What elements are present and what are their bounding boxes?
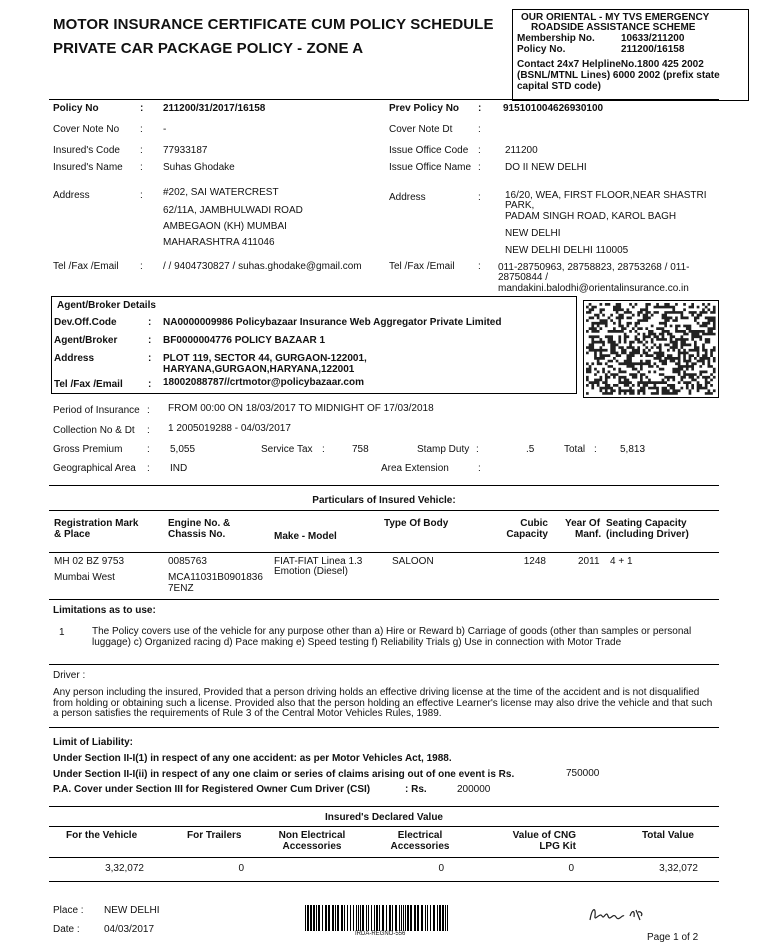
engine-no-value: 0085763	[168, 556, 207, 567]
col-engine-header-2: Chassis No.	[168, 529, 226, 540]
col-year-header-1: Year Of	[565, 518, 601, 529]
authorized-signature	[586, 902, 656, 929]
assistance-title-1: OUR ORIENTAL - MY TVS EMERGENCY	[521, 12, 710, 23]
insured-name-value: Suhas Ghodake	[163, 162, 235, 173]
qr-code	[583, 300, 719, 398]
insured-tel-label: Tel /Fax /Email	[53, 261, 119, 272]
idv-cng-value: 0	[568, 863, 574, 874]
col-body-header: Type Of Body	[384, 518, 449, 529]
make-model-line-2: Emotion (Diesel)	[274, 566, 348, 577]
prev-policy-label: Prev Policy No	[389, 103, 460, 114]
document-title: MOTOR INSURANCE CERTIFICATE CUM POLICY SCHEDULE	[53, 16, 494, 33]
col-cc-header-1: Cubic	[520, 518, 548, 529]
driver-divider	[49, 727, 719, 728]
make-model-line-1: FIAT-FIAT Linea 1.3	[274, 556, 363, 567]
idv-bottom-rule	[49, 881, 719, 882]
issue-office-name-label: Issue Office Name	[389, 162, 472, 173]
idv-col-elec-2: Accessories	[390, 841, 450, 852]
col-make-header: Make - Model	[274, 531, 337, 542]
issue-office-name-value: DO II NEW DELHI	[505, 162, 587, 173]
insured-address-line-2: 62/11A, JAMBHULWADI ROAD	[163, 205, 303, 216]
header-divider	[49, 99, 719, 100]
total-value: 5,813	[620, 444, 646, 455]
idv-vehicle-value: 3,32,072	[105, 863, 144, 874]
page-number: Page 1 of 2	[647, 932, 699, 943]
liability-divider	[49, 806, 719, 807]
collection-value: 1 2005019288 - 04/03/2017	[168, 423, 291, 434]
gross-premium-label: Gross Premium	[53, 444, 123, 455]
idv-elec-value: 0	[438, 863, 444, 874]
office-contact-line-2: 28750844 /	[498, 272, 549, 283]
insured-address-line-3: AMBEGAON (KH) MUMBAI	[163, 221, 287, 232]
liability-line-3-value: 200000	[457, 784, 491, 795]
limitation-text: The Policy covers use of the vehicle for any purpose other than a) Hire or Reward b) Carriage of goods (other than samples or personal luggage) c) Organized racing d) Pace making e) Speed testing f) Reliability Trials g) Use in connection with Motor Trade	[92, 626, 692, 648]
office-address-line-1: 16/20, WEA, FIRST FLOOR,NEAR SHASTRI	[505, 190, 707, 201]
idv-col-cng-1: Value of CNG	[512, 830, 576, 841]
agent-tel-label: Tel /Fax /Email	[54, 379, 123, 390]
service-tax-value: 758	[352, 444, 369, 455]
document-subtitle: PRIVATE CAR PACKAGE POLICY - ZONE A	[53, 40, 364, 57]
limitations-divider	[49, 664, 719, 665]
vehicle-section-title: Particulars of Insured Vehicle:	[312, 495, 456, 506]
idv-col-cng-2: LPG Kit	[539, 841, 576, 852]
agent-section-label: Agent/Broker Details	[57, 300, 156, 311]
agent-broker-box: Agent/Broker Details Dev.Off.Code : NA0000009986 Policybazaar Insurance Web Aggregator Private Limited Agent/Broker : BF0000004776 POLICY BAZAAR 1 Address : PLOT 119, SECTOR 44, GURGAON-122001, HARYANA,GURGAON,HARYANA,122001 Tel /Fax /Email : 18002088787//crtmotor@policybazaar.com	[51, 296, 577, 394]
stamp-duty-label: Stamp Duty	[417, 444, 470, 455]
idv-header-rule	[49, 857, 719, 858]
liability-line-2-value: 750000	[566, 768, 600, 779]
col-cc-header-2: Capacity	[506, 529, 548, 540]
liability-line-3: P.A. Cover under Section III for Registered Owner Cum Driver (CSI)	[53, 784, 371, 795]
office-address-label: Address	[389, 192, 426, 203]
idv-title: Insured's Declared Value	[325, 812, 443, 823]
dev-off-code-value: NA0000009986 Policybazaar Insurance Web Aggregator Private Limited	[163, 317, 502, 328]
chassis-no-line-1: MCA11031B0901836	[168, 572, 263, 583]
col-engine-header-1: Engine No. &	[168, 518, 231, 529]
office-contact-line-1: 011-28750963, 28758823, 28753268 / 011-	[498, 262, 690, 273]
idv-col-vehicle: For the Vehicle	[66, 830, 138, 841]
idv-col-non-elec-2: Accessories	[282, 841, 342, 852]
chassis-no-line-2: 7ENZ	[168, 583, 194, 594]
idv-top-rule	[49, 826, 719, 827]
liability-line-2: Under Section II-I(ii) in respect of any one claim or series of claims arising out of one event is Rs.	[53, 769, 515, 780]
driver-title: Driver :	[53, 670, 86, 681]
idv-col-non-elec-1: Non Electrical	[278, 830, 346, 841]
roadside-assistance-box	[512, 9, 749, 101]
cover-note-label: Cover Note No	[53, 124, 120, 135]
policy-no-label: Policy No	[53, 103, 99, 114]
liability-line-1: Under Section II-I(1) in respect of any one accident: as per Motor Vehicles Act, 1988.	[53, 753, 452, 764]
helpline-line-2: (BSNL/MTNL Lines) 6000 2002 (prefix state	[517, 70, 720, 81]
collection-label: Collection No & Dt	[53, 425, 135, 436]
col-seat-header-1: Seating Capacity	[606, 518, 687, 529]
limitations-title: Limitations as to use:	[53, 605, 156, 616]
agent-address-label: Address	[54, 353, 95, 364]
assistance-title-2: ROADSIDE ASSISTANCE SCHEME	[531, 22, 696, 33]
insured-address-label: Address	[53, 190, 90, 201]
idv-col-trailers: For Trailers	[187, 830, 242, 841]
agent-address-line-2: HARYANA,GURGAON,HARYANA,122001	[163, 364, 355, 375]
area-extension-label: Area Extension	[381, 463, 449, 474]
issue-office-code-value: 211200	[505, 145, 538, 156]
cover-note-value: -	[163, 124, 167, 135]
liability-line-3-rs: : Rs.	[405, 784, 427, 795]
period-value: FROM 00:00 ON 18/03/2017 TO MIDNIGHT OF 17/03/2018	[168, 403, 434, 414]
total-label: Total	[564, 444, 586, 455]
policy-no-value: 211200/31/2017/16158	[163, 103, 266, 114]
agent-broker-value: BF0000004776 POLICY BAZAAR 1	[163, 335, 326, 346]
driver-text: Any person including the insured, Provided that a person driving holds an effective driving license at the time of the accident and is not disqualified from holding or obtaining such a license. Provided also that the person holding an effective Learner's license may also drive the vehicle and that such a person satisfies the requirements of Rule 3 of the Central Motor Vehicles Rules, 1989.	[53, 687, 713, 719]
helpline-line-1: Contact 24x7 HelplineNo.1800 425 2002	[517, 59, 704, 70]
reg-place-value: Mumbai West	[54, 572, 115, 583]
idv-trailers-value: 0	[238, 863, 244, 874]
year-value: 2011	[578, 556, 600, 567]
agent-broker-label: Agent/Broker	[54, 335, 118, 346]
office-address-line-2: PARK,	[505, 200, 535, 211]
col-year-header-2: Manf.	[575, 529, 602, 540]
prev-policy-value: 915101004626930100	[503, 103, 604, 114]
vehicle-bottom-rule	[49, 599, 719, 600]
idv-total-value: 3,32,072	[659, 863, 698, 874]
agent-address-line-1: PLOT 119, SECTOR 44, GURGAON-122001,	[163, 353, 367, 364]
office-address-line-3: PADAM SINGH ROAD, KAROL BAGH	[505, 211, 677, 222]
idv-col-elec-1: Electrical	[397, 830, 443, 841]
dev-off-code-label: Dev.Off.Code	[54, 317, 117, 328]
insured-contact-value: / / 9404730827 / suhas.ghodake@gmail.com	[163, 261, 362, 272]
barcode-text: IRDA-REGNO-556	[355, 931, 406, 937]
agent-contact-value: 18002088787//crtmotor@policybazaar.com	[163, 377, 364, 388]
insured-code-label: Insured's Code	[53, 145, 120, 156]
geo-area-value: IND	[170, 463, 188, 474]
insured-address-line-1: #202, SAI WATERCREST	[163, 187, 279, 198]
vehicle-header-rule	[49, 552, 719, 553]
col-seat-header-2: (including Driver)	[606, 529, 689, 540]
place-value: NEW DELHI	[104, 905, 160, 916]
cover-note-date-label: Cover Note Dt	[389, 124, 453, 135]
insured-code-value: 77933187	[163, 145, 208, 156]
liability-title: Limit of Liability:	[53, 737, 133, 748]
vehicle-top-rule	[49, 510, 719, 511]
place-label: Place :	[53, 905, 84, 916]
service-tax-label: Service Tax	[261, 444, 313, 455]
issue-office-code-label: Issue Office Code	[389, 145, 469, 156]
office-contact-line-3: mandakini.balodhi@orientalinsurance.co.in	[498, 283, 689, 294]
assistance-policy-label: Policy No.	[517, 44, 566, 55]
premium-divider	[49, 485, 719, 486]
date-value: 04/03/2017	[104, 924, 155, 935]
geo-area-label: Geographical Area	[53, 463, 136, 474]
reg-mark-value: MH 02 BZ 9753	[54, 556, 125, 567]
col-reg-header-2: & Place	[54, 529, 91, 540]
insured-name-label: Insured's Name	[53, 162, 123, 173]
insured-address-line-4: MAHARASHTRA 411046	[163, 237, 275, 248]
period-label: Period of Insurance	[53, 405, 140, 416]
seating-value: 4 + 1	[610, 556, 633, 567]
office-address-line-5: NEW DELHI DELHI 110005	[505, 245, 629, 256]
helpline-line-3: capital STD code)	[517, 81, 601, 92]
col-reg-header-1: Registration Mark	[54, 518, 139, 529]
cubic-capacity-value: 1248	[523, 556, 546, 567]
membership-label: Membership No.	[517, 33, 595, 44]
stamp-duty-value: .5	[526, 444, 535, 455]
membership-value: 10633/211200	[621, 33, 685, 44]
date-label: Date :	[53, 924, 80, 935]
body-type-value: SALOON	[392, 556, 434, 567]
office-address-line-4: NEW DELHI	[505, 228, 561, 239]
office-tel-label: Tel /Fax /Email	[389, 261, 455, 272]
idv-col-total: Total Value	[641, 830, 694, 841]
gross-premium-value: 5,055	[170, 444, 196, 455]
assistance-policy-value: 211200/16158	[621, 44, 685, 55]
limitation-number: 1	[59, 627, 65, 638]
